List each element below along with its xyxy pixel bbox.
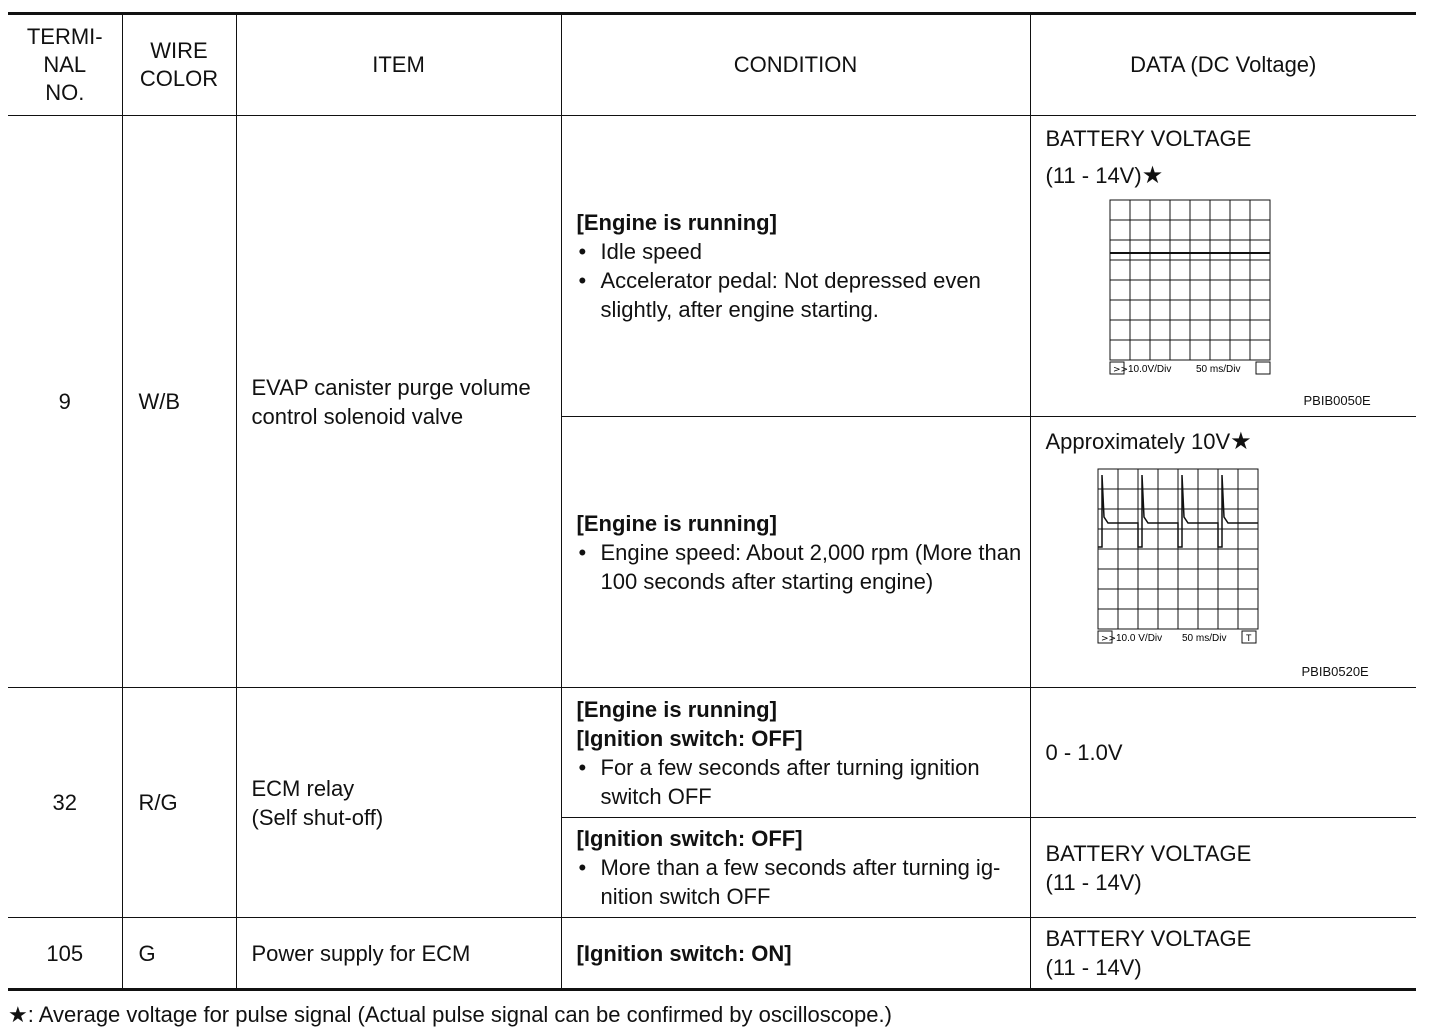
oscilloscope-waveform-pulse [1096,467,1266,647]
header-row [8,14,1416,116]
condition-cell: [Ignition switch: ON] [561,918,1030,990]
svg-text:>>: >> [1112,365,1128,375]
item-description: Power supply for ECM [236,918,561,990]
header-item: ITEM [236,14,561,116]
table-row [8,688,1416,818]
condition-bullet: • For a few seconds after turning ignition switch OFF [577,753,1030,811]
item-description: EVAP canister purge volume control solenoid valve [236,116,561,688]
scope-time-label: 50 ms/Div [1181,633,1226,644]
figure-code: PBIB0520E [1301,664,1369,679]
data-cell: BATTERY VOLTAGE (11 - 14V)★ >> 10.0V/Div 50 ms/Div PBIB0050E [1030,116,1416,417]
footnote: ★: Average voltage for pulse signal (Actual pulse signal can be confirmed by oscilloscope.) [8,1002,892,1027]
data-cell: BATTERY VOLTAGE (11 - 14V) [1030,818,1416,918]
table-row [8,918,1416,990]
star-icon: ★ [1230,428,1252,455]
data-cell: Approximately 10V★ >> 10.0 V/Div 50 ms/Div T PBIB0520E [1030,417,1416,688]
wire-color: W/B [122,116,236,688]
data-cell: 0 - 1.0V [1030,688,1416,818]
star-icon: ★ [1141,162,1164,189]
star-icon: ★ [8,1002,28,1027]
scope-trigger-marker: T [1245,633,1251,643]
condition-bullet: • Engine speed: About 2,000 rpm (More than 100 seconds after starting engine) [577,538,1030,596]
condition-cell: [Engine is running] • Engine speed: About 2,000 rpm (More than 100 seconds after starting engine) [561,417,1030,688]
header-condition: CONDITION [561,14,1030,116]
figure-code: PBIB0050E [1303,393,1371,408]
condition-bullet: • Accelerator pedal: Not depressed even slightly, after engine starting. [577,266,1030,324]
condition-cell: [Ignition switch: OFF] • More than a few seconds after turning ig-nition switch OFF [561,818,1030,918]
scope-time-label: 50 ms/Div [1195,364,1240,375]
condition-cell: [Engine is running] • Idle speed • Accelerator pedal: Not depressed even slightly, after engine starting. [561,116,1030,417]
condition-bullet: • Idle speed [577,237,1030,266]
terminal-no: 105 [8,918,122,990]
wire-color: G [122,918,236,990]
table-row [8,116,1416,417]
header-terminal: TERMI- NAL NO. [8,14,122,116]
wire-color: R/G [122,688,236,918]
svg-text:>>: >> [1100,634,1116,644]
condition-bullet: • More than a few seconds after turning ig-nition switch OFF [577,853,1030,911]
terminal-data-table [8,12,1416,991]
terminal-no: 32 [8,688,122,918]
scope-volt-label: 10.0V/Div [1127,364,1171,375]
header-wire-color: WIRE COLOR [122,14,236,116]
terminal-no: 9 [8,116,122,688]
scope-volt-label: 10.0 V/Div [1115,633,1162,644]
condition-cell: [Engine is running] [Ignition switch: OFF] • For a few seconds after turning ignition switch OFF [561,688,1030,818]
item-description: ECM relay (Self shut-off) [236,688,561,918]
data-cell: BATTERY VOLTAGE (11 - 14V) [1030,918,1416,990]
oscilloscope-waveform-idle [1108,198,1278,378]
header-data: DATA (DC Voltage) [1030,14,1416,116]
